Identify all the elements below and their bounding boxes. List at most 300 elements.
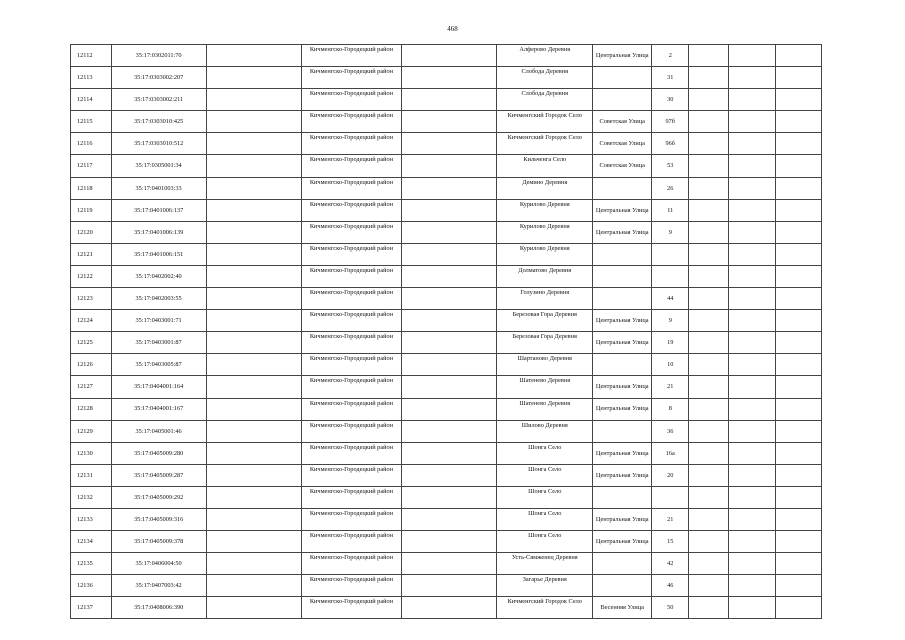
settlement-cell: Кичменгский Городок Село: [497, 133, 593, 155]
empty-cell: [206, 508, 301, 530]
house-number-cell: 8: [652, 398, 689, 420]
empty-cell: [728, 133, 775, 155]
house-number-cell: [652, 265, 689, 287]
empty-cell: [402, 508, 497, 530]
house-number-cell: 46: [652, 575, 689, 597]
street-cell: Советская Улица: [593, 155, 652, 177]
record-number-cell: 12117: [71, 155, 112, 177]
empty-cell: [728, 67, 775, 89]
settlement-cell: Загарье Деревня: [497, 575, 593, 597]
settlement-cell: Голузино Деревня: [497, 288, 593, 310]
house-number-cell: [652, 243, 689, 265]
record-number-cell: 12118: [71, 177, 112, 199]
empty-cell: [689, 89, 729, 111]
settlement-cell: Шилово Деревня: [497, 420, 593, 442]
cadastral-number-cell: 35:17:0303002:207: [111, 67, 206, 89]
empty-cell: [775, 398, 821, 420]
empty-cell: [775, 111, 821, 133]
table-body: [71, 45, 822, 619]
house-number-cell: 44: [652, 288, 689, 310]
district-cell: Кичменгско-Городецкий район: [301, 45, 401, 67]
cadastral-number-cell: 35:17:0405009:292: [111, 486, 206, 508]
empty-cell: [402, 420, 497, 442]
empty-cell: [775, 486, 821, 508]
empty-cell: [206, 221, 301, 243]
settlement-cell: Шонга Село: [497, 486, 593, 508]
district-cell: Кичменгско-Городецкий район: [301, 111, 401, 133]
empty-cell: [775, 442, 821, 464]
empty-cell: [728, 442, 775, 464]
empty-cell: [206, 265, 301, 287]
cadastral-number-cell: 35:17:0405009:280: [111, 442, 206, 464]
empty-cell: [775, 332, 821, 354]
empty-cell: [402, 575, 497, 597]
table-row: [71, 398, 822, 420]
record-number-cell: 12128: [71, 398, 112, 420]
district-cell: Кичменгско-Городецкий район: [301, 89, 401, 111]
district-cell: Кичменгско-Городецкий район: [301, 597, 401, 619]
district-cell: Кичменгско-Городецкий район: [301, 221, 401, 243]
settlement-cell: Березовая Гора Деревня: [497, 332, 593, 354]
empty-cell: [206, 442, 301, 464]
street-cell: [593, 243, 652, 265]
empty-cell: [689, 288, 729, 310]
record-number-cell: 12130: [71, 442, 112, 464]
street-cell: Центральная Улица: [593, 508, 652, 530]
cadastral-number-cell: 35:17:0305001:34: [111, 155, 206, 177]
cadastral-number-cell: 35:17:0402003:55: [111, 288, 206, 310]
table-row: [71, 67, 822, 89]
empty-cell: [206, 420, 301, 442]
house-number-cell: 11: [652, 199, 689, 221]
table-row: [71, 45, 822, 67]
record-number-cell: 12119: [71, 199, 112, 221]
empty-cell: [402, 133, 497, 155]
house-number-cell: 9: [652, 221, 689, 243]
cadastral-number-cell: 35:17:0405001:46: [111, 420, 206, 442]
house-number-cell: 9: [652, 310, 689, 332]
table-row: [71, 288, 822, 310]
table-row: [71, 221, 822, 243]
record-number-cell: 12133: [71, 508, 112, 530]
house-number-cell: [652, 486, 689, 508]
cadastral-number-cell: 35:17:0303002:211: [111, 89, 206, 111]
street-cell: Советская Улица: [593, 111, 652, 133]
settlement-cell: Курилово Деревня: [497, 221, 593, 243]
empty-cell: [206, 597, 301, 619]
empty-cell: [402, 486, 497, 508]
record-number-cell: 12132: [71, 486, 112, 508]
street-cell: Центральная Улица: [593, 531, 652, 553]
empty-cell: [728, 420, 775, 442]
empty-cell: [206, 354, 301, 376]
empty-cell: [206, 376, 301, 398]
cadastral-number-cell: 35:17:0401006:151: [111, 243, 206, 265]
empty-cell: [402, 398, 497, 420]
settlement-cell: Алферово Деревня: [497, 45, 593, 67]
empty-cell: [728, 508, 775, 530]
empty-cell: [402, 177, 497, 199]
table-row: [71, 310, 822, 332]
empty-cell: [728, 486, 775, 508]
empty-cell: [775, 199, 821, 221]
empty-cell: [728, 89, 775, 111]
empty-cell: [206, 111, 301, 133]
empty-cell: [206, 486, 301, 508]
district-cell: Кичменгско-Городецкий район: [301, 575, 401, 597]
district-cell: Кичменгско-Городецкий район: [301, 310, 401, 332]
empty-cell: [206, 133, 301, 155]
empty-cell: [402, 89, 497, 111]
record-number-cell: 12121: [71, 243, 112, 265]
empty-cell: [775, 354, 821, 376]
empty-cell: [775, 67, 821, 89]
empty-cell: [689, 67, 729, 89]
empty-cell: [689, 45, 729, 67]
empty-cell: [402, 442, 497, 464]
empty-cell: [689, 155, 729, 177]
district-cell: Кичменгско-Городецкий район: [301, 464, 401, 486]
district-cell: Кичменгско-Городецкий район: [301, 177, 401, 199]
record-number-cell: 12115: [71, 111, 112, 133]
house-number-cell: 97б: [652, 111, 689, 133]
empty-cell: [728, 288, 775, 310]
house-number-cell: 42: [652, 553, 689, 575]
empty-cell: [775, 420, 821, 442]
table-row: [71, 486, 822, 508]
cadastral-number-cell: 35:17:0402002:40: [111, 265, 206, 287]
street-cell: [593, 288, 652, 310]
empty-cell: [206, 199, 301, 221]
district-cell: Кичменгско-Городецкий район: [301, 553, 401, 575]
table-row: [71, 177, 822, 199]
empty-cell: [402, 155, 497, 177]
property-register-table: [70, 44, 822, 619]
empty-cell: [689, 508, 729, 530]
empty-cell: [402, 354, 497, 376]
empty-cell: [402, 332, 497, 354]
empty-cell: [728, 597, 775, 619]
empty-cell: [775, 288, 821, 310]
empty-cell: [728, 376, 775, 398]
house-number-cell: 50: [652, 597, 689, 619]
settlement-cell: Кильченга Село: [497, 155, 593, 177]
record-number-cell: 12116: [71, 133, 112, 155]
table-row: [71, 243, 822, 265]
empty-cell: [775, 265, 821, 287]
empty-cell: [728, 221, 775, 243]
empty-cell: [689, 133, 729, 155]
cadastral-number-cell: 35:17:0404001:167: [111, 398, 206, 420]
street-cell: [593, 420, 652, 442]
empty-cell: [689, 597, 729, 619]
empty-cell: [206, 332, 301, 354]
empty-cell: [689, 531, 729, 553]
settlement-cell: Слобода Деревня: [497, 67, 593, 89]
street-cell: Центральная Улица: [593, 199, 652, 221]
empty-cell: [728, 553, 775, 575]
cadastral-number-cell: 35:17:0303010:512: [111, 133, 206, 155]
house-number-cell: 21: [652, 376, 689, 398]
table-row: [71, 420, 822, 442]
empty-cell: [206, 398, 301, 420]
settlement-cell: Шонга Село: [497, 442, 593, 464]
record-number-cell: 12136: [71, 575, 112, 597]
empty-cell: [689, 376, 729, 398]
district-cell: Кичменгско-Городецкий район: [301, 288, 401, 310]
empty-cell: [728, 531, 775, 553]
settlement-cell: Шонга Село: [497, 531, 593, 553]
record-number-cell: 12112: [71, 45, 112, 67]
empty-cell: [689, 111, 729, 133]
empty-cell: [689, 553, 729, 575]
empty-cell: [206, 575, 301, 597]
table-row: [71, 155, 822, 177]
street-cell: [593, 177, 652, 199]
empty-cell: [689, 221, 729, 243]
table-row: [71, 508, 822, 530]
record-number-cell: 12125: [71, 332, 112, 354]
cadastral-number-cell: 35:17:0404001:164: [111, 376, 206, 398]
empty-cell: [689, 354, 729, 376]
empty-cell: [728, 265, 775, 287]
street-cell: [593, 553, 652, 575]
empty-cell: [775, 310, 821, 332]
empty-cell: [402, 376, 497, 398]
empty-cell: [775, 221, 821, 243]
settlement-cell: Шатенево Деревня: [497, 398, 593, 420]
house-number-cell: 2: [652, 45, 689, 67]
street-cell: Центральная Улица: [593, 310, 652, 332]
empty-cell: [402, 288, 497, 310]
empty-cell: [728, 243, 775, 265]
table-row: [71, 111, 822, 133]
street-cell: Центральная Улица: [593, 442, 652, 464]
house-number-cell: 53: [652, 155, 689, 177]
empty-cell: [689, 177, 729, 199]
empty-cell: [402, 553, 497, 575]
empty-cell: [689, 243, 729, 265]
district-cell: Кичменгско-Городецкий район: [301, 332, 401, 354]
street-cell: Центральная Улица: [593, 398, 652, 420]
settlement-cell: Усть-Сямженец Деревня: [497, 553, 593, 575]
street-cell: [593, 89, 652, 111]
empty-cell: [689, 442, 729, 464]
record-number-cell: 12131: [71, 464, 112, 486]
district-cell: Кичменгско-Городецкий район: [301, 442, 401, 464]
settlement-cell: Шатенево Деревня: [497, 376, 593, 398]
table-row: [71, 464, 822, 486]
cadastral-number-cell: 35:17:0403001:71: [111, 310, 206, 332]
empty-cell: [775, 45, 821, 67]
empty-cell: [689, 486, 729, 508]
house-number-cell: 96б: [652, 133, 689, 155]
record-number-cell: 12113: [71, 67, 112, 89]
empty-cell: [402, 199, 497, 221]
district-cell: Кичменгско-Городецкий район: [301, 243, 401, 265]
district-cell: Кичменгско-Городецкий район: [301, 420, 401, 442]
district-cell: Кичменгско-Городецкий район: [301, 531, 401, 553]
table-row: [71, 89, 822, 111]
settlement-cell: Шартаново Деревня: [497, 354, 593, 376]
empty-cell: [206, 89, 301, 111]
table-row: [71, 575, 822, 597]
empty-cell: [728, 45, 775, 67]
street-cell: Центральная Улица: [593, 45, 652, 67]
empty-cell: [402, 111, 497, 133]
empty-cell: [689, 332, 729, 354]
street-cell: Центральная Улица: [593, 332, 652, 354]
house-number-cell: 16а: [652, 442, 689, 464]
settlement-cell: Шонга Село: [497, 508, 593, 530]
table-row: [71, 265, 822, 287]
street-cell: Центральная Улица: [593, 464, 652, 486]
district-cell: Кичменгско-Городецкий район: [301, 199, 401, 221]
table-row: [71, 597, 822, 619]
empty-cell: [689, 199, 729, 221]
empty-cell: [728, 155, 775, 177]
empty-cell: [775, 531, 821, 553]
cadastral-number-cell: 35:17:0405009:287: [111, 464, 206, 486]
settlement-cell: Березовая Гора Деревня: [497, 310, 593, 332]
empty-cell: [728, 354, 775, 376]
cadastral-number-cell: 35:17:0302011:70: [111, 45, 206, 67]
empty-cell: [402, 464, 497, 486]
table-row: [71, 354, 822, 376]
district-cell: Кичменгско-Городецкий район: [301, 398, 401, 420]
empty-cell: [402, 597, 497, 619]
district-cell: Кичменгско-Городецкий район: [301, 486, 401, 508]
cadastral-number-cell: 35:17:0403001:87: [111, 332, 206, 354]
empty-cell: [402, 243, 497, 265]
empty-cell: [775, 575, 821, 597]
empty-cell: [689, 464, 729, 486]
record-number-cell: 12122: [71, 265, 112, 287]
settlement-cell: Кичменгский Городок Село: [497, 597, 593, 619]
cadastral-number-cell: 35:17:0303010:425: [111, 111, 206, 133]
table-row: [71, 376, 822, 398]
empty-cell: [775, 553, 821, 575]
district-cell: Кичменгско-Городецкий район: [301, 67, 401, 89]
empty-cell: [775, 155, 821, 177]
cadastral-number-cell: 35:17:0407003:42: [111, 575, 206, 597]
house-number-cell: 19: [652, 332, 689, 354]
street-cell: Центральная Улица: [593, 376, 652, 398]
table-row: [71, 332, 822, 354]
record-number-cell: 12127: [71, 376, 112, 398]
district-cell: Кичменгско-Городецкий район: [301, 155, 401, 177]
empty-cell: [775, 508, 821, 530]
empty-cell: [402, 310, 497, 332]
table-row: [71, 531, 822, 553]
empty-cell: [402, 67, 497, 89]
cadastral-number-cell: 35:17:0401006:137: [111, 199, 206, 221]
district-cell: Кичменгско-Городецкий район: [301, 508, 401, 530]
street-cell: Советская Улица: [593, 133, 652, 155]
street-cell: Центральная Улица: [593, 221, 652, 243]
table-row: [71, 133, 822, 155]
empty-cell: [206, 155, 301, 177]
empty-cell: [402, 45, 497, 67]
empty-cell: [206, 531, 301, 553]
street-cell: Весенняя Улица: [593, 597, 652, 619]
empty-cell: [775, 133, 821, 155]
district-cell: Кичменгско-Городецкий район: [301, 265, 401, 287]
empty-cell: [206, 67, 301, 89]
empty-cell: [775, 464, 821, 486]
cadastral-number-cell: 35:17:0401003:33: [111, 177, 206, 199]
empty-cell: [689, 310, 729, 332]
street-cell: [593, 575, 652, 597]
empty-cell: [206, 464, 301, 486]
house-number-cell: 26: [652, 177, 689, 199]
empty-cell: [206, 177, 301, 199]
cadastral-number-cell: 35:17:0408006:390: [111, 597, 206, 619]
cadastral-number-cell: 35:17:0403005:87: [111, 354, 206, 376]
table-row: [71, 553, 822, 575]
house-number-cell: 20: [652, 464, 689, 486]
empty-cell: [728, 575, 775, 597]
settlement-cell: Курилово Деревня: [497, 199, 593, 221]
empty-cell: [728, 177, 775, 199]
record-number-cell: 12129: [71, 420, 112, 442]
house-number-cell: 30: [652, 89, 689, 111]
street-cell: [593, 67, 652, 89]
settlement-cell: Кичменгский Городок Село: [497, 111, 593, 133]
district-cell: Кичменгско-Городецкий район: [301, 133, 401, 155]
table-row: [71, 199, 822, 221]
empty-cell: [728, 398, 775, 420]
street-cell: [593, 354, 652, 376]
table-row: [71, 442, 822, 464]
empty-cell: [402, 531, 497, 553]
empty-cell: [689, 398, 729, 420]
cadastral-number-cell: 35:17:0401006:139: [111, 221, 206, 243]
street-cell: [593, 265, 652, 287]
settlement-cell: Слобода Деревня: [497, 89, 593, 111]
empty-cell: [689, 575, 729, 597]
empty-cell: [206, 243, 301, 265]
record-number-cell: 12135: [71, 553, 112, 575]
house-number-cell: 36: [652, 420, 689, 442]
record-number-cell: 12114: [71, 89, 112, 111]
record-number-cell: 12123: [71, 288, 112, 310]
settlement-cell: Шонга Село: [497, 464, 593, 486]
house-number-cell: 21: [652, 508, 689, 530]
page-number: 468: [447, 25, 458, 33]
record-number-cell: 12137: [71, 597, 112, 619]
empty-cell: [402, 265, 497, 287]
empty-cell: [206, 310, 301, 332]
empty-cell: [775, 89, 821, 111]
empty-cell: [775, 177, 821, 199]
settlement-cell: Долматово Деревня: [497, 265, 593, 287]
empty-cell: [206, 288, 301, 310]
district-cell: Кичменгско-Городецкий район: [301, 354, 401, 376]
empty-cell: [728, 332, 775, 354]
empty-cell: [206, 553, 301, 575]
cadastral-number-cell: 35:17:0405009:378: [111, 531, 206, 553]
house-number-cell: 31: [652, 67, 689, 89]
empty-cell: [206, 45, 301, 67]
settlement-cell: Курилово Деревня: [497, 243, 593, 265]
house-number-cell: 10: [652, 354, 689, 376]
empty-cell: [689, 265, 729, 287]
empty-cell: [402, 221, 497, 243]
district-cell: Кичменгско-Городецкий район: [301, 376, 401, 398]
record-number-cell: 12120: [71, 221, 112, 243]
record-number-cell: 12134: [71, 531, 112, 553]
